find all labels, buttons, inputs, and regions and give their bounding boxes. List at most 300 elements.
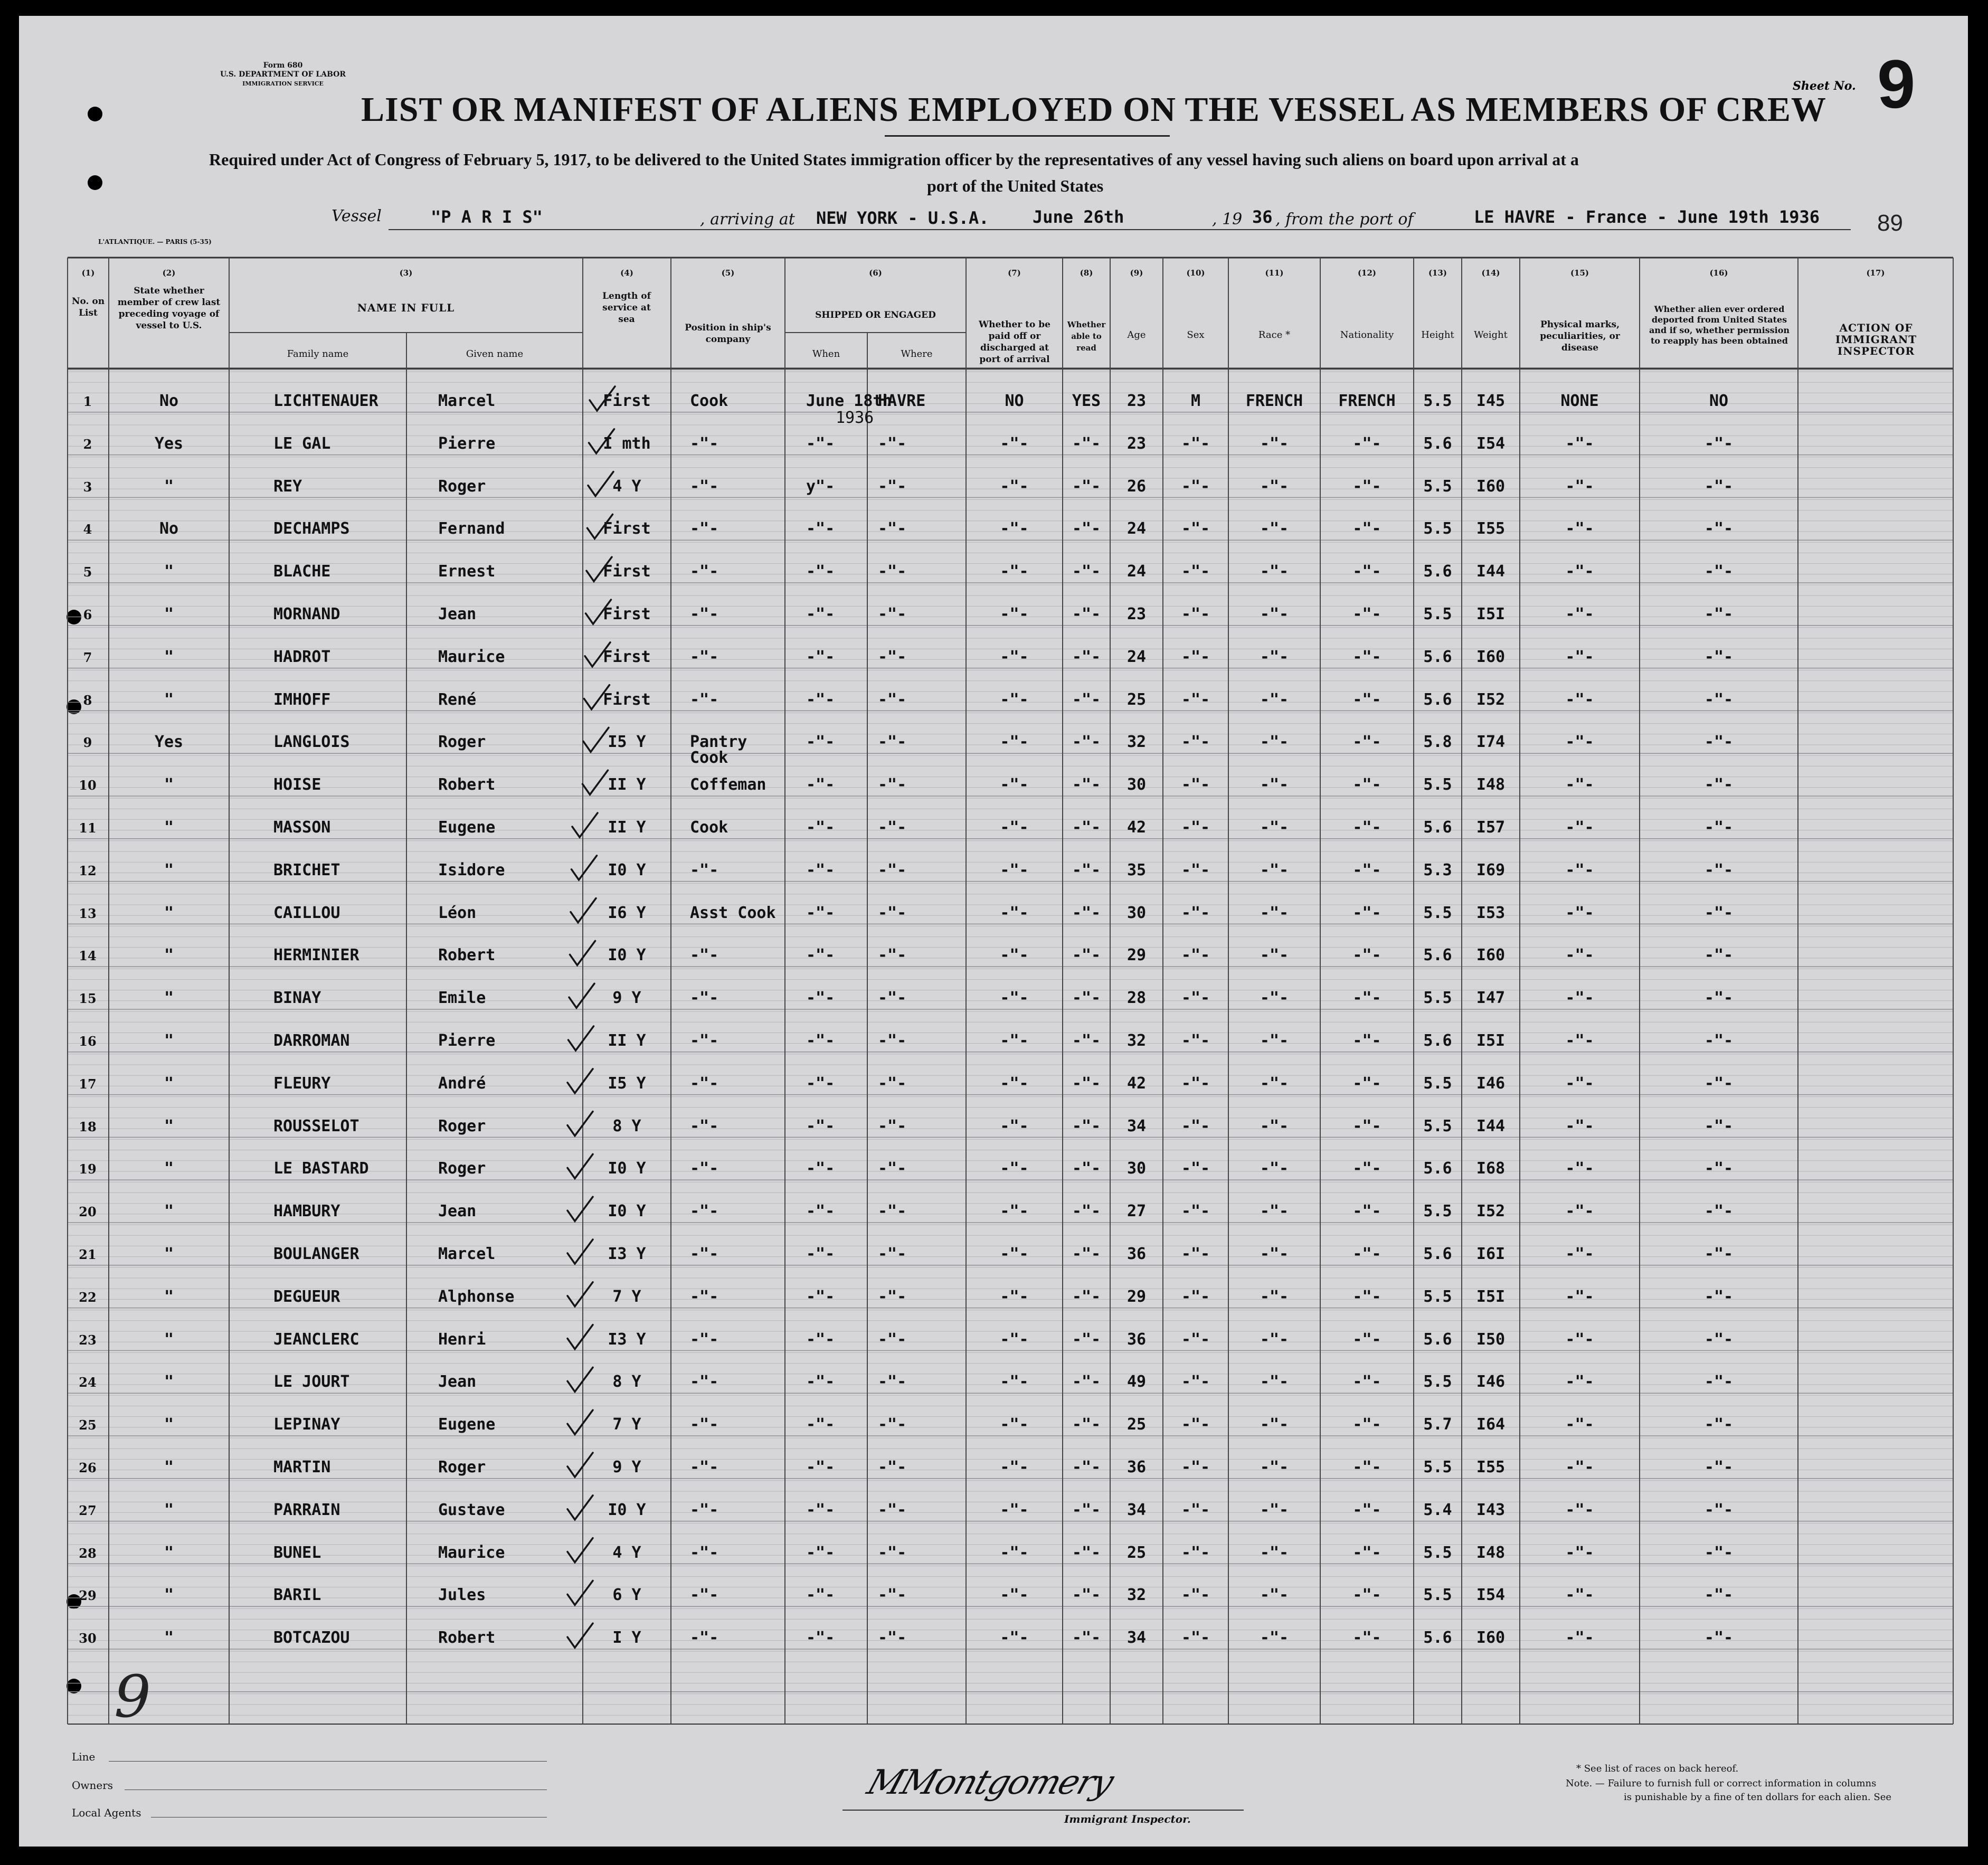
cell-nat: -"- <box>1352 775 1381 794</box>
cell-marks: -"- <box>1565 1586 1594 1605</box>
cell-race: -"- <box>1260 1330 1289 1349</box>
cell-family: LICHTENAUER <box>273 392 378 410</box>
cell-read: YES <box>1072 392 1101 410</box>
cell-sex: -"- <box>1181 1629 1210 1648</box>
cell-service: 4 Y <box>612 1543 641 1562</box>
cell-race: FRENCH <box>1245 392 1303 410</box>
cell-where: -"- <box>878 818 907 837</box>
cell-given: André <box>438 1074 486 1093</box>
cell-deported: -"- <box>1704 818 1734 837</box>
cell-weight: I44 <box>1476 562 1506 581</box>
column-number-15: (15) <box>1570 268 1589 278</box>
row-number: 14 <box>79 948 97 964</box>
col-header-height: Height <box>1421 329 1454 340</box>
checkmark <box>567 1623 593 1648</box>
cell-where: -"- <box>878 1074 907 1093</box>
checkmark <box>588 514 613 538</box>
cell-where: -"- <box>878 1330 907 1349</box>
cell-height: 5.6 <box>1423 434 1452 453</box>
cell-race: -"- <box>1260 1245 1289 1263</box>
cell-race: -"- <box>1260 1372 1289 1391</box>
cell-family: BOULANGER <box>273 1245 359 1263</box>
cell-position: -"- <box>690 1372 719 1391</box>
cell-where: -"- <box>878 1458 907 1476</box>
cell-weight: I60 <box>1476 946 1506 965</box>
cell-sex: -"- <box>1181 946 1210 965</box>
col-header-name: NAME IN FULL <box>357 301 455 314</box>
checkmark <box>571 898 596 923</box>
cell-family: PARRAIN <box>273 1500 340 1519</box>
cell-given: Maurice <box>438 647 505 666</box>
cell-given: Roger <box>438 1116 486 1135</box>
col-header-no: No. on List <box>71 296 105 318</box>
cell-service: 6 Y <box>612 1586 641 1605</box>
cell-prev: " <box>164 1031 174 1050</box>
cell-position: -"- <box>690 1543 719 1562</box>
cell-where: -"- <box>878 946 907 965</box>
cell-prev: No <box>159 392 179 410</box>
cell-deported: -"- <box>1704 1586 1734 1605</box>
cell-nat: -"- <box>1352 1202 1381 1221</box>
cell-sex: -"- <box>1181 818 1210 837</box>
cell-deported: -"- <box>1704 860 1734 879</box>
cell-paid: -"- <box>1000 733 1029 752</box>
cell-service: 4 Y <box>612 477 641 496</box>
cell-nat: -"- <box>1352 989 1381 1008</box>
cell-sex: -"- <box>1181 519 1210 538</box>
cell-paid: -"- <box>1000 647 1029 666</box>
cell-when: -"- <box>806 989 835 1008</box>
cell-service: First <box>603 519 651 538</box>
cell-prev: " <box>164 1330 174 1349</box>
cell-prev: " <box>164 477 174 496</box>
cell-paid: -"- <box>1000 1543 1029 1562</box>
cell-position: -"- <box>690 647 719 666</box>
cell-family: HERMINIER <box>273 946 359 965</box>
cell-given: Jean <box>438 1202 477 1221</box>
row-number: 23 <box>79 1332 97 1348</box>
cell-read: -"- <box>1072 1159 1101 1178</box>
arrival-year: 36 <box>1252 207 1273 227</box>
cell-given: Pierre <box>438 1031 496 1050</box>
cell-read: -"- <box>1072 818 1101 837</box>
cell-position: -"- <box>690 1458 719 1476</box>
cell-given: Roger <box>438 477 486 496</box>
cell-family: REY <box>273 477 302 496</box>
cell-age: 34 <box>1126 1116 1147 1135</box>
cell-age: 36 <box>1126 1245 1147 1263</box>
cell-deported: -"- <box>1704 1159 1734 1178</box>
cell-prev: " <box>164 647 174 666</box>
cell-race: -"- <box>1260 690 1289 709</box>
cell-where: -"- <box>878 690 907 709</box>
cell-age: 24 <box>1126 647 1147 666</box>
cell-sex: -"- <box>1181 477 1210 496</box>
cell-paid: -"- <box>1000 1415 1029 1434</box>
cell-paid: -"- <box>1000 989 1029 1008</box>
row-number: 25 <box>79 1417 97 1433</box>
cell-weight: I47 <box>1476 989 1506 1008</box>
cell-height: 5.5 <box>1423 775 1452 794</box>
cell-family: CAILLOU <box>273 903 340 922</box>
cell-position: -"- <box>690 1159 719 1178</box>
cell-read: -"- <box>1072 1202 1101 1221</box>
cell-marks: -"- <box>1565 989 1594 1008</box>
cell-deported: -"- <box>1704 1415 1734 1434</box>
form-department: U.S. DEPARTMENT OF LABOR <box>220 70 346 79</box>
cell-nat: -"- <box>1352 1330 1381 1349</box>
cell-given: Emile <box>438 989 486 1008</box>
cell-paid: -"- <box>1000 1074 1029 1093</box>
cell-position: -"- <box>690 1330 719 1349</box>
col-header-deported: Whether alien ever ordered deported from United States and if so, whether permission to reapply has been obtained <box>1649 304 1790 346</box>
footnote-penalty-1: Note. — Failure to furnish full or correct information in columns <box>1566 1778 1877 1789</box>
cell-prev: " <box>164 818 174 837</box>
cell-height: 5.6 <box>1423 647 1452 666</box>
cell-height: 5.6 <box>1423 818 1452 837</box>
cell-family: DEGUEUR <box>273 1287 340 1306</box>
checkmark <box>567 1282 593 1307</box>
cell-weight: I48 <box>1476 1543 1506 1562</box>
cell-position: Coffeman <box>690 775 766 794</box>
cell-age: 29 <box>1126 1287 1147 1306</box>
cell-nat: -"- <box>1352 690 1381 709</box>
cell-where: -"- <box>878 477 907 496</box>
cell-nat: -"- <box>1352 1586 1381 1605</box>
cell-where: -"- <box>878 647 907 666</box>
column-number-5: (5) <box>721 268 735 278</box>
cell-when: -"- <box>806 434 835 453</box>
row-number: 18 <box>79 1119 97 1134</box>
cell-when: -"- <box>806 1159 835 1178</box>
cell-paid: -"- <box>1000 818 1029 837</box>
cell-weight: I5I <box>1476 605 1506 623</box>
cell-race: -"- <box>1260 1202 1289 1221</box>
cell-deported: -"- <box>1704 605 1734 623</box>
cell-read: -"- <box>1072 989 1101 1008</box>
cell-given: Roger <box>438 1159 486 1178</box>
cell-service: I3 Y <box>608 1330 646 1349</box>
checkmark <box>586 557 612 581</box>
margin-number: 89 <box>1877 210 1903 236</box>
cell-position-line-2: Cook <box>690 749 728 768</box>
cell-when: -"- <box>806 1074 835 1093</box>
cell-when: -"- <box>806 946 835 965</box>
row-number: 15 <box>79 991 97 1007</box>
cell-marks: -"- <box>1565 818 1594 837</box>
cell-marks: -"- <box>1565 562 1594 581</box>
cell-service: First <box>603 647 651 666</box>
cell-age: 25 <box>1126 1543 1147 1562</box>
cell-read: -"- <box>1072 647 1101 666</box>
cell-marks: -"- <box>1565 946 1594 965</box>
cell-position: -"- <box>690 1586 719 1605</box>
cell-nat: -"- <box>1352 1629 1381 1648</box>
cell-marks: -"- <box>1565 1543 1594 1562</box>
cell-age: 30 <box>1126 775 1147 794</box>
cell-when: -"- <box>806 690 835 709</box>
cell-prev: " <box>164 1500 174 1519</box>
cell-marks: -"- <box>1565 1287 1594 1306</box>
cell-deported: -"- <box>1704 690 1734 709</box>
column-number-10: (10) <box>1186 268 1205 278</box>
cell-when: -"- <box>806 775 835 794</box>
cell-position: -"- <box>690 434 719 453</box>
row-number: 10 <box>79 778 97 793</box>
cell-sex: -"- <box>1181 1586 1210 1605</box>
cell-weight: I52 <box>1476 690 1506 709</box>
column-number-1: (1) <box>81 268 95 278</box>
cell-nat: -"- <box>1352 477 1381 496</box>
cell-deported: -"- <box>1704 903 1734 922</box>
cell-where: -"- <box>878 860 907 879</box>
cell-deported: -"- <box>1704 1458 1734 1476</box>
row-number: 20 <box>79 1204 97 1220</box>
cell-marks: -"- <box>1565 647 1594 666</box>
column-number-13: (13) <box>1428 268 1447 278</box>
cell-where: -"- <box>878 1372 907 1391</box>
cell-family: HADROT <box>273 647 331 666</box>
cell-prev: " <box>164 690 174 709</box>
cell-prev: Yes <box>154 733 184 752</box>
cell-family: BARIL <box>273 1586 321 1605</box>
column-number-8: (8) <box>1080 268 1093 278</box>
cell-weight: I45 <box>1476 392 1506 410</box>
cell-where: -"- <box>878 775 907 794</box>
cell-when: -"- <box>806 1116 835 1135</box>
cell-marks: -"- <box>1565 519 1594 538</box>
cell-family: BINAY <box>273 989 321 1008</box>
cell-given: Robert <box>438 1629 496 1648</box>
cell-age: 42 <box>1126 1074 1147 1093</box>
cell-position: -"- <box>690 989 719 1008</box>
cell-given: Jean <box>438 1372 477 1391</box>
cell-given: Maurice <box>438 1543 505 1562</box>
cell-when: -"- <box>806 818 835 837</box>
cell-position: Pantry <box>690 733 747 752</box>
row-number: 11 <box>79 820 97 836</box>
cell-where: -"- <box>878 1245 907 1263</box>
cell-height: 5.6 <box>1423 1245 1452 1263</box>
row-number: 1 <box>83 394 92 409</box>
row-number: 4 <box>83 522 92 537</box>
cell-sex: -"- <box>1181 1116 1210 1135</box>
cell-race: -"- <box>1260 1458 1289 1476</box>
cell-when: -"- <box>806 1543 835 1562</box>
arrival-date: June 26th <box>1033 207 1124 227</box>
row-number: 29 <box>79 1588 97 1604</box>
cell-service: First <box>603 605 651 623</box>
margin-handwritten-mark: 9 <box>114 1663 151 1730</box>
printer-mark: L'ATLANTIQUE. — PARIS (5-35) <box>98 238 212 245</box>
row-number: 8 <box>83 692 92 708</box>
cell-weight: I60 <box>1476 1629 1506 1648</box>
cell-family: DARROMAN <box>273 1031 350 1050</box>
cell-race: -"- <box>1260 1543 1289 1562</box>
cell-marks: -"- <box>1565 1116 1594 1135</box>
cell-where: -"- <box>878 434 907 453</box>
cell-weight: I6I <box>1476 1245 1506 1263</box>
cell-deported: -"- <box>1704 434 1734 453</box>
cell-given: Léon <box>438 903 477 922</box>
cell-marks: -"- <box>1565 605 1594 623</box>
cell-when: -"- <box>806 1287 835 1306</box>
cell-prev: " <box>164 562 174 581</box>
cell-position: -"- <box>690 1074 719 1093</box>
col-header-physical-marks: Physical marks, peculiarities, or disease <box>1540 319 1620 353</box>
cell-given: Isidore <box>438 860 505 879</box>
cell-sex: -"- <box>1181 562 1210 581</box>
cell-height: 5.4 <box>1423 1500 1452 1519</box>
cell-prev: " <box>164 1586 174 1605</box>
cell-where: -"- <box>878 605 907 623</box>
cell-paid: -"- <box>1000 1116 1029 1135</box>
cell-nat: -"- <box>1352 1458 1381 1476</box>
col-header-paid-off: Whether to be paid off or discharged at port of arrival <box>979 319 1050 365</box>
cell-race: -"- <box>1260 647 1289 666</box>
cell-height: 5.5 <box>1423 1074 1452 1093</box>
cell-paid: -"- <box>1000 1202 1029 1221</box>
cell-height: 5.5 <box>1423 1543 1452 1562</box>
cell-given: Eugene <box>438 1415 496 1434</box>
cell-weight: I44 <box>1476 1116 1506 1135</box>
cell-deported: -"- <box>1704 775 1734 794</box>
cell-sex: -"- <box>1181 434 1210 453</box>
cell-sex: -"- <box>1181 903 1210 922</box>
cell-read: -"- <box>1072 733 1101 752</box>
cell-race: -"- <box>1260 562 1289 581</box>
cell-position: Cook <box>690 818 728 837</box>
cell-prev: " <box>164 1116 174 1135</box>
cell-family: ROUSSELOT <box>273 1116 359 1135</box>
cell-deported: -"- <box>1704 1330 1734 1349</box>
cell-where: -"- <box>878 1031 907 1050</box>
cell-paid: -"- <box>1000 690 1029 709</box>
form-number: Form 680 <box>263 61 303 70</box>
checkmark <box>584 685 610 709</box>
cell-height: 5.8 <box>1423 733 1452 752</box>
cell-prev: " <box>164 1543 174 1562</box>
cell-weight: I43 <box>1476 1500 1506 1519</box>
cell-weight: I55 <box>1476 1458 1506 1476</box>
cell-position: -"- <box>690 1500 719 1519</box>
cell-height: 5.6 <box>1423 1330 1452 1349</box>
row-number: 16 <box>79 1034 97 1049</box>
cell-paid: NO <box>1005 392 1024 410</box>
checkmark <box>567 1239 593 1264</box>
cell-nat: -"- <box>1352 647 1381 666</box>
cell-deported: -"- <box>1704 647 1734 666</box>
col-header-where: Where <box>901 348 933 359</box>
cell-sex: -"- <box>1181 1415 1210 1434</box>
cell-given: Jean <box>438 605 477 623</box>
cell-sex: -"- <box>1181 1372 1210 1391</box>
cell-prev: " <box>164 989 174 1008</box>
cell-race: -"- <box>1260 1415 1289 1434</box>
cell-paid: -"- <box>1000 1330 1029 1349</box>
col-header-age: Age <box>1127 329 1146 340</box>
cell-prev: " <box>164 1458 174 1476</box>
checkmark <box>572 856 597 880</box>
row-number: 9 <box>83 735 92 751</box>
cell-position: Cook <box>690 392 728 410</box>
cell-service: I3 Y <box>608 1245 646 1263</box>
cell-prev: " <box>164 946 174 965</box>
cell-where: -"- <box>878 733 907 752</box>
cell-read: -"- <box>1072 477 1101 496</box>
cell-marks: NONE <box>1560 392 1599 410</box>
cell-given: Eugene <box>438 818 496 837</box>
checkmark <box>567 1367 593 1391</box>
cell-deported: -"- <box>1704 733 1734 752</box>
cell-age: 25 <box>1126 1415 1147 1434</box>
cell-race: -"- <box>1260 434 1289 453</box>
cell-age: 36 <box>1126 1458 1147 1476</box>
col-header-family-name: Family name <box>287 348 349 359</box>
footnote-penalty-2: is punishable by a fine of ten dollars for each alien. See <box>1624 1792 1891 1803</box>
cell-service: 9 Y <box>612 989 641 1008</box>
checkmark <box>567 1154 593 1178</box>
cell-position: -"- <box>690 1202 719 1221</box>
cell-paid: -"- <box>1000 903 1029 922</box>
cell-nat: FRENCH <box>1338 392 1396 410</box>
row-number: 30 <box>79 1631 97 1646</box>
cell-weight: I53 <box>1476 903 1506 922</box>
cell-read: -"- <box>1072 1458 1101 1476</box>
cell-marks: -"- <box>1565 1372 1594 1391</box>
arriving-label: , arriving at <box>700 210 795 229</box>
cell-given: Fernand <box>438 519 505 538</box>
column-number-12: (12) <box>1357 268 1377 278</box>
cell-read: -"- <box>1072 605 1101 623</box>
manifest-sheet <box>19 16 1968 1847</box>
cell-when: -"- <box>806 903 835 922</box>
cell-height: 5.5 <box>1423 1202 1452 1221</box>
column-number-2: (2) <box>162 268 176 278</box>
cell-read: -"- <box>1072 1629 1101 1648</box>
cell-read: -"- <box>1072 1586 1101 1605</box>
cell-position: -"- <box>690 946 719 965</box>
cell-where: -"- <box>878 903 907 922</box>
cell-marks: -"- <box>1565 1415 1594 1434</box>
cell-when: -"- <box>806 1202 835 1221</box>
checkmark <box>590 386 615 411</box>
cell-service: I6 Y <box>608 903 646 922</box>
checkmark <box>567 1325 593 1349</box>
checkmark <box>567 1069 593 1093</box>
cell-race: -"- <box>1260 775 1289 794</box>
cell-marks: -"- <box>1565 775 1594 794</box>
col-header-service: Length of service at sea <box>602 291 651 325</box>
cell-nat: -"- <box>1352 860 1381 879</box>
cell-race: -"- <box>1260 860 1289 879</box>
cell-family: BOTCAZOU <box>273 1629 350 1648</box>
cell-weight: I54 <box>1476 434 1506 453</box>
cell-service: I0 Y <box>608 1500 646 1519</box>
checkmark <box>588 472 613 496</box>
cell-where: HAVRE <box>878 392 926 410</box>
cell-prev: " <box>164 1202 174 1221</box>
cell-height: 5.5 <box>1423 1287 1452 1306</box>
cell-age: 24 <box>1126 562 1147 581</box>
cell-nat: -"- <box>1352 903 1381 922</box>
cell-when: -"- <box>806 519 835 538</box>
cell-family: FLEURY <box>273 1074 331 1093</box>
cell-weight: I60 <box>1476 647 1506 666</box>
year-prefix: , 19 <box>1212 210 1243 229</box>
cell-race: -"- <box>1260 1031 1289 1050</box>
cell-age: 36 <box>1126 1330 1147 1349</box>
